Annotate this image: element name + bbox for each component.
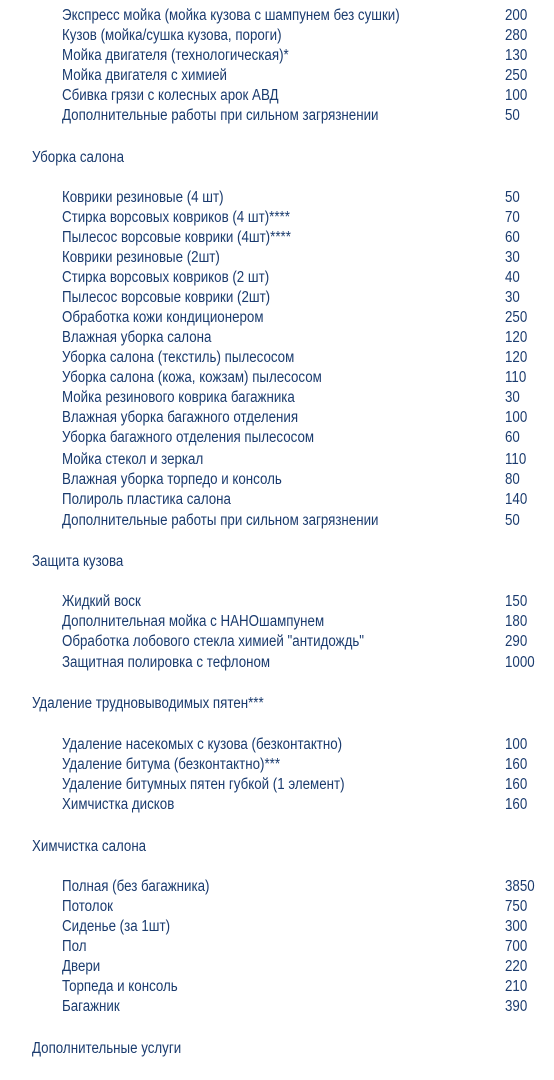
service-price: 160	[505, 776, 528, 793]
list-item	[0, 408, 554, 428]
service-price: 3850	[505, 878, 535, 895]
service-price: 30	[505, 289, 520, 306]
service-name: Обработка лобового стекла химией "антидождь"	[62, 633, 365, 650]
service-name: Пылесос ворсовые коврики (2шт)	[62, 289, 271, 306]
list-item	[0, 228, 554, 248]
service-name: Уборка салона (текстиль) пылесосом	[62, 349, 295, 366]
service-price: 140	[505, 491, 528, 508]
service-price: 250	[505, 309, 528, 326]
list-item	[0, 957, 554, 977]
service-name: Защитная полировка с тефлоном	[62, 654, 271, 671]
service-price: 150	[505, 593, 528, 610]
service-name: Мойка двигателя с химией	[62, 67, 227, 84]
list-item	[0, 328, 554, 348]
service-price: 220	[505, 958, 528, 975]
list-item	[0, 348, 554, 368]
service-name: Двери	[62, 958, 101, 975]
service-price: 250	[505, 67, 528, 84]
section-title: Защита кузова	[32, 553, 124, 570]
service-price: 160	[505, 756, 528, 773]
list-item	[0, 653, 554, 673]
service-name: Потолок	[62, 898, 113, 915]
service-price: 200	[505, 7, 528, 24]
list-item	[0, 877, 554, 897]
service-name: Сбивка грязи с колесных арок АВД	[62, 87, 279, 104]
service-name: Багажник	[62, 998, 120, 1015]
service-name: Химчистка дисков	[62, 796, 175, 813]
service-name: Стирка ворсовых ковриков (2 шт)	[62, 269, 270, 286]
service-price: 30	[505, 389, 520, 406]
list-item	[0, 428, 554, 448]
service-price: 210	[505, 978, 528, 995]
service-price: 130	[505, 47, 528, 64]
service-price: 280	[505, 27, 528, 44]
service-price: 50	[505, 512, 520, 529]
service-price: 110	[505, 369, 527, 386]
list-item	[0, 977, 554, 997]
service-name: Уборка багажного отделения пылесосом	[62, 429, 315, 446]
list-item	[0, 308, 554, 328]
list-item	[0, 917, 554, 937]
list-item	[0, 775, 554, 795]
list-item	[0, 592, 554, 612]
list-item	[0, 470, 554, 490]
service-price: 30	[505, 249, 520, 266]
service-name: Дополнительные работы при сильном загрязнении	[62, 512, 379, 529]
section-title: Удаление трудновыводимых пятен***	[32, 695, 264, 712]
list-item	[0, 937, 554, 957]
list-item	[0, 46, 554, 66]
service-name: Мойка резинового коврика багажника	[62, 389, 295, 406]
list-item	[0, 188, 554, 208]
section-title: Химчистка салона	[32, 838, 147, 855]
service-price: 160	[505, 796, 528, 813]
service-price: 80	[505, 471, 520, 488]
service-price: 1000	[505, 654, 535, 671]
service-name: Сиденье (за 1шт)	[62, 918, 171, 935]
list-item	[0, 66, 554, 86]
service-price: 100	[505, 87, 528, 104]
service-price: 50	[505, 107, 520, 124]
list-item	[0, 388, 554, 408]
service-price: 100	[505, 736, 528, 753]
list-item	[0, 897, 554, 917]
list-item	[0, 86, 554, 106]
list-item	[0, 612, 554, 632]
service-price: 120	[505, 329, 528, 346]
service-price: 50	[505, 189, 520, 206]
service-name: Удаление битумных пятен губкой (1 элемент)	[62, 776, 345, 793]
service-price: 60	[505, 229, 520, 246]
service-name: Экспресс мойка (мойка кузова с шампунем без сушки)	[62, 7, 400, 24]
service-name: Стирка ворсовых ковриков (4 шт)****	[62, 209, 290, 226]
service-price: 390	[505, 998, 528, 1015]
service-name: Полироль пластика салона	[62, 491, 231, 508]
service-name: Мойка стекол и зеркал	[62, 451, 204, 468]
service-name: Коврики резиновые (4 шт)	[62, 189, 224, 206]
service-name: Дополнительные работы при сильном загрязнении	[62, 107, 379, 124]
section-title: Уборка салона	[32, 149, 125, 166]
service-price: 110	[505, 451, 527, 468]
service-name: Влажная уборка багажного отделения	[62, 409, 299, 426]
list-item	[0, 490, 554, 510]
list-item	[0, 288, 554, 308]
service-name: Полная (без багажника)	[62, 878, 210, 895]
service-name: Жидкий воск	[62, 593, 141, 610]
list-item	[0, 248, 554, 268]
service-name: Влажная уборка салона	[62, 329, 212, 346]
list-item	[0, 208, 554, 228]
list-item	[0, 368, 554, 388]
service-price: 750	[505, 898, 528, 915]
service-name: Коврики резиновые (2шт)	[62, 249, 220, 266]
service-name: Пол	[62, 938, 87, 955]
service-name: Удаление битума (безконтактно)***	[62, 756, 281, 773]
list-item	[0, 268, 554, 288]
list-item	[0, 795, 554, 815]
service-name: Удаление насекомых с кузова (безконтактно)	[62, 736, 343, 753]
service-name: Мойка двигателя (технологическая)*	[62, 47, 289, 64]
list-item	[0, 735, 554, 755]
service-price: 100	[505, 409, 528, 426]
service-price: 300	[505, 918, 528, 935]
service-price: 40	[505, 269, 520, 286]
service-name: Дополнительная мойка с НАНОшампунем	[62, 613, 325, 630]
service-name: Кузов (мойка/сушка кузова, пороги)	[62, 27, 282, 44]
list-item	[0, 26, 554, 46]
list-item	[0, 106, 554, 126]
service-price: 70	[505, 209, 520, 226]
service-price: 60	[505, 429, 520, 446]
section-title: Дополнительные услуги	[32, 1040, 182, 1057]
list-item	[0, 511, 554, 531]
service-price: 290	[505, 633, 528, 650]
list-item	[0, 6, 554, 26]
service-name: Обработка кожи кондиционером	[62, 309, 264, 326]
service-price: 180	[505, 613, 528, 630]
list-item	[0, 997, 554, 1017]
service-name: Уборка салона (кожа, кожзам) пылесосом	[62, 369, 322, 386]
service-price: 120	[505, 349, 528, 366]
list-item	[0, 632, 554, 652]
service-price: 700	[505, 938, 528, 955]
list-item	[0, 450, 554, 470]
list-item	[0, 755, 554, 775]
service-name: Пылесос ворсовые коврики (4шт)****	[62, 229, 291, 246]
service-name: Торпеда и консоль	[62, 978, 178, 995]
service-name: Влажная уборка торпедо и консоль	[62, 471, 282, 488]
